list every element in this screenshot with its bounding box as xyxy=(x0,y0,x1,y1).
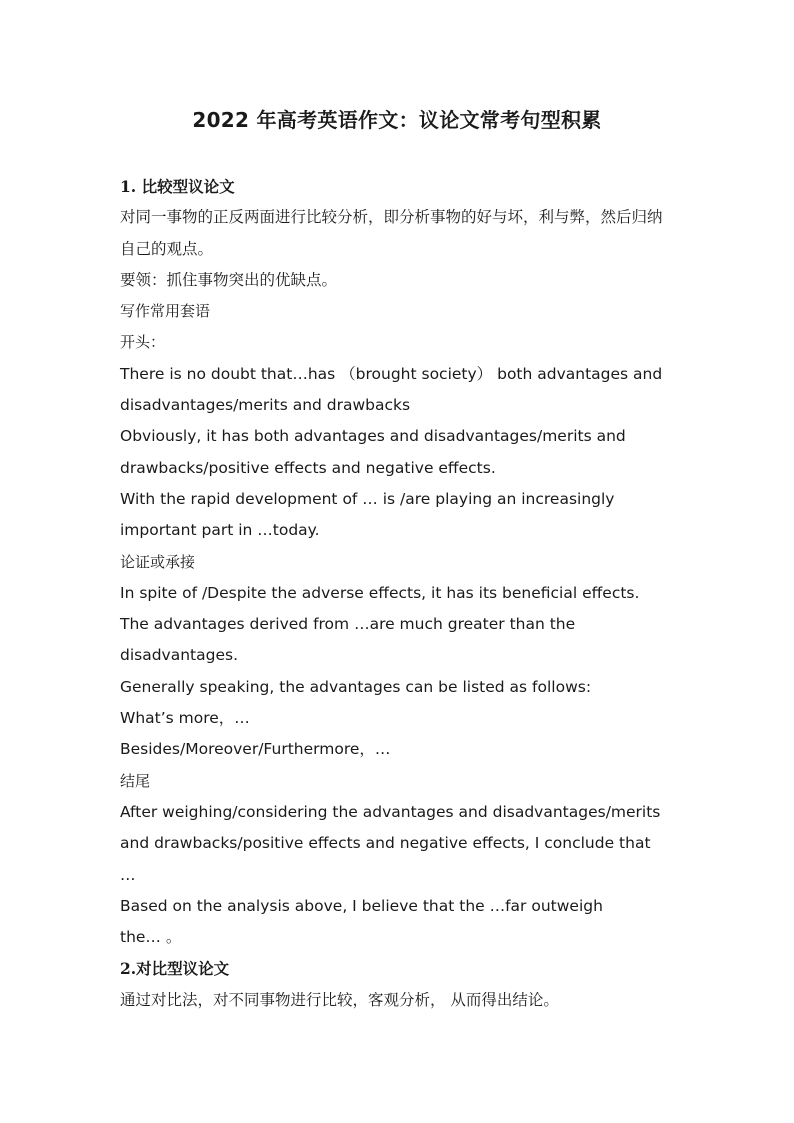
document-body xyxy=(120,171,685,1016)
section-2-description-line-1: 通过对比法，对不同事物进行比较，客观分析， 从而得出结论。 xyxy=(120,990,559,1009)
section-1-description-line-1: 对同一事物的正反两面进行比较分析，即分析事物的好与坏，利与弊，然后归纳 xyxy=(120,208,663,227)
argument-line: disadvantages. xyxy=(120,646,239,665)
argument-line: The advantages derived from …are much greater than the xyxy=(120,615,576,634)
argument-line: Generally speaking, the advantages can be listed as follows: xyxy=(120,677,592,696)
section-1-heading: 1. 比较型议论文 xyxy=(120,177,235,196)
ending-line: After weighing/considering the advantages and disadvantages/merits xyxy=(120,802,661,821)
phrases-label: 写作常用套语 xyxy=(120,302,211,321)
argument-line: Besides/Moreover/Furthermore，… xyxy=(120,740,391,759)
document-title: 2022 年高考英语作文：议论文常考句型积累 xyxy=(192,108,602,132)
opening-line: There is no doubt that…has （brought society） both advantages and xyxy=(120,364,663,383)
opening-line: drawbacks/positive effects and negative effects. xyxy=(120,458,496,477)
opening-line: With the rapid development of … is /are playing an increasingly xyxy=(120,489,615,508)
argument-line: In spite of /Despite the adverse effects, it has its beneficial effects. xyxy=(120,583,640,602)
opening-line: important part in …today. xyxy=(120,521,320,540)
ending-line: the… 。 xyxy=(120,928,182,947)
argument-label: 论证或承接 xyxy=(120,552,196,571)
opening-label: 开头： xyxy=(120,333,166,352)
section-1-key-point: 要领：抓住事物突出的优缺点。 xyxy=(120,270,338,289)
ending-label: 结尾 xyxy=(120,771,151,790)
section-1-description-line-2: 自己的观点。 xyxy=(120,239,214,258)
ending-line: and drawbacks/positive effects and negative effects, I conclude that xyxy=(120,834,651,853)
argument-line: What’s more，… xyxy=(120,709,250,728)
section-2-heading: 2.对比型议论文 xyxy=(120,959,230,979)
ending-line: … xyxy=(120,865,136,884)
opening-line: Obviously, it has both advantages and disadvantages/merits and xyxy=(120,427,626,446)
ending-line: Based on the analysis above, I believe that the …far outweigh xyxy=(120,896,603,915)
opening-line: disadvantages/merits and drawbacks xyxy=(120,396,411,415)
